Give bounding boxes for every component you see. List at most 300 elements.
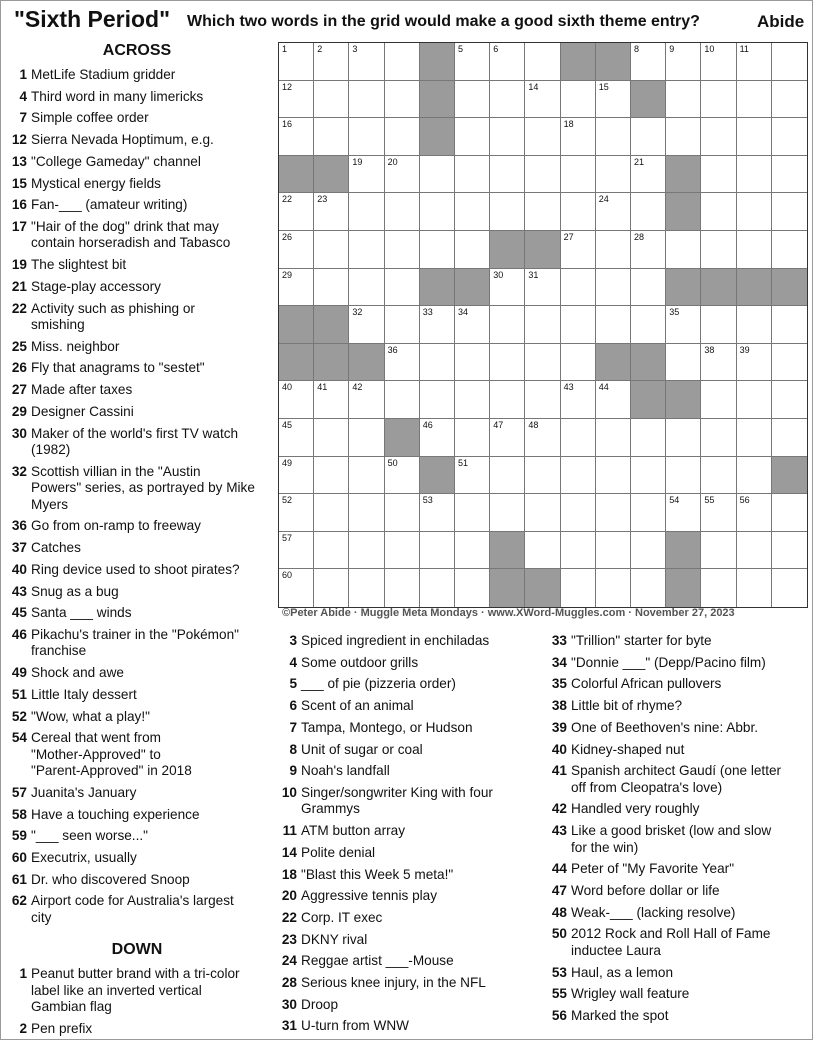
meta-prompt: Which two words in the grid would make a good sixth theme entry? — [187, 13, 700, 30]
grid-cell[interactable] — [772, 381, 807, 419]
grid-cell[interactable] — [631, 569, 666, 607]
grid-cell[interactable] — [737, 81, 772, 119]
cell-number: 1 — [282, 44, 288, 54]
credit-line: ©Peter Abide · Muggle Meta Mondays · www.XWord-Muggles.com · November 27, 2023 — [282, 607, 735, 619]
grid-cell[interactable] — [279, 193, 314, 231]
clue-text: Shock and awe — [31, 665, 124, 681]
across-clue[interactable] — [5, 110, 273, 127]
across-clue[interactable] — [5, 627, 273, 660]
down-clue[interactable] — [275, 676, 537, 693]
grid-cell[interactable] — [314, 43, 349, 81]
grid-cell[interactable] — [772, 156, 807, 194]
clue-text: Polite denial — [301, 844, 376, 860]
grid-cell[interactable] — [279, 381, 314, 419]
grid-cell[interactable] — [701, 381, 736, 419]
grid-cell[interactable] — [701, 569, 736, 607]
clue-text: Unit of sugar or coal — [301, 741, 423, 757]
grid-cell[interactable] — [525, 156, 560, 194]
grid-cell[interactable] — [314, 419, 349, 457]
grid-cell[interactable] — [455, 118, 490, 156]
across-clue[interactable] — [5, 176, 273, 193]
across-clue[interactable] — [5, 382, 273, 399]
cell-number: 36 — [387, 344, 398, 355]
across-clue[interactable] — [5, 828, 273, 845]
grid-cell[interactable] — [490, 419, 525, 457]
grid-cell[interactable] — [455, 231, 490, 269]
clue-number: 14 — [281, 844, 297, 860]
down-clue[interactable] — [545, 926, 807, 959]
grid-cell[interactable] — [349, 156, 384, 194]
clue-number: 22 — [281, 909, 297, 925]
across-clue[interactable] — [5, 709, 273, 726]
grid-cell[interactable] — [385, 231, 420, 269]
down-clue[interactable] — [545, 698, 807, 715]
down-clue[interactable] — [545, 801, 807, 818]
grid-cell[interactable] — [420, 344, 455, 382]
across-clue[interactable] — [5, 257, 273, 274]
grid-cell[interactable] — [420, 193, 455, 231]
grid-cell[interactable] — [420, 231, 455, 269]
grid-cell[interactable] — [772, 494, 807, 532]
grid-cell[interactable] — [666, 306, 701, 344]
grid-cell[interactable] — [279, 569, 314, 607]
across-clue[interactable] — [5, 404, 273, 421]
across-clue[interactable] — [5, 665, 273, 682]
across-clue[interactable] — [5, 540, 273, 557]
across-clue[interactable] — [5, 426, 273, 459]
grid-block — [772, 269, 807, 307]
clue-number: 50 — [551, 926, 567, 942]
grid-cell[interactable] — [314, 81, 349, 119]
grid-cell[interactable] — [455, 344, 490, 382]
grid-cell[interactable] — [701, 494, 736, 532]
cell-number: 18 — [563, 119, 574, 130]
down-clue[interactable] — [5, 966, 273, 1016]
clue-text: 2012 Rock and Roll Hall of Fame inductee Laura — [571, 926, 771, 958]
grid-block — [420, 81, 455, 119]
grid-cell[interactable] — [737, 532, 772, 570]
grid-cell[interactable] — [349, 231, 384, 269]
grid-cell[interactable] — [561, 419, 596, 457]
grid-cell[interactable] — [490, 118, 525, 156]
down-clue[interactable] — [275, 698, 537, 715]
down-clue[interactable] — [275, 910, 537, 927]
clue-text: ATM button array — [301, 823, 406, 839]
grid-cell[interactable] — [596, 156, 631, 194]
grid-cell[interactable] — [314, 269, 349, 307]
down-clue[interactable] — [545, 763, 807, 796]
across-clue[interactable] — [5, 464, 273, 514]
grid-cell[interactable] — [525, 344, 560, 382]
grid-cell[interactable] — [455, 381, 490, 419]
grid-cell[interactable] — [772, 419, 807, 457]
across-clue[interactable] — [5, 154, 273, 171]
grid-cell[interactable] — [737, 118, 772, 156]
grid-cell[interactable] — [385, 43, 420, 81]
grid-cell[interactable] — [561, 156, 596, 194]
grid-cell[interactable] — [701, 193, 736, 231]
grid-cell[interactable] — [349, 269, 384, 307]
clue-number: 35 — [551, 676, 567, 692]
grid-cell[interactable] — [349, 457, 384, 495]
grid-cell[interactable] — [349, 118, 384, 156]
cell-number: 52 — [282, 495, 293, 506]
grid-cell[interactable] — [349, 306, 384, 344]
grid-cell[interactable] — [666, 419, 701, 457]
clue-text: "College Gameday" channel — [31, 153, 201, 169]
across-clue[interactable] — [5, 518, 273, 535]
grid-cell[interactable] — [525, 81, 560, 119]
grid-cell[interactable] — [666, 118, 701, 156]
down-clue[interactable] — [545, 883, 807, 900]
grid-cell[interactable] — [596, 419, 631, 457]
grid-cell[interactable] — [279, 457, 314, 495]
clue-text: Dr. who discovered Snoop — [31, 871, 190, 887]
grid-cell[interactable] — [596, 494, 631, 532]
grid-cell[interactable] — [455, 81, 490, 119]
grid-cell[interactable] — [737, 306, 772, 344]
grid-cell[interactable] — [737, 494, 772, 532]
grid-cell[interactable] — [701, 419, 736, 457]
grid-cell[interactable] — [561, 306, 596, 344]
grid-cell[interactable] — [737, 381, 772, 419]
grid-block — [666, 193, 701, 231]
grid-cell[interactable] — [596, 532, 631, 570]
down-clue[interactable] — [545, 633, 807, 650]
cell-number: 49 — [282, 457, 293, 468]
across-clue[interactable] — [5, 850, 273, 867]
down-clue[interactable] — [545, 1008, 807, 1025]
down-clue[interactable] — [545, 861, 807, 878]
grid-cell[interactable] — [385, 381, 420, 419]
grid-cell[interactable] — [631, 532, 666, 570]
grid-cell[interactable] — [561, 231, 596, 269]
grid-cell[interactable] — [631, 118, 666, 156]
grid-cell[interactable] — [385, 457, 420, 495]
grid-cell[interactable] — [420, 532, 455, 570]
grid-cell[interactable] — [420, 381, 455, 419]
across-clue[interactable] — [5, 872, 273, 889]
across-clue[interactable] — [5, 605, 273, 622]
grid-cell[interactable] — [490, 344, 525, 382]
grid-cell[interactable] — [596, 306, 631, 344]
down-clue[interactable] — [275, 888, 537, 905]
grid-cell[interactable] — [314, 532, 349, 570]
grid-cell[interactable] — [701, 81, 736, 119]
grid-cell[interactable] — [561, 457, 596, 495]
grid-cell[interactable] — [666, 494, 701, 532]
clue-text: Airport code for Australia's largest city — [31, 893, 234, 925]
down-clue[interactable] — [545, 676, 807, 693]
clue-text: Tampa, Montego, or Hudson — [301, 719, 473, 735]
grid-cell[interactable] — [772, 306, 807, 344]
grid-cell[interactable] — [701, 156, 736, 194]
across-clue[interactable] — [5, 562, 273, 579]
grid-cell[interactable] — [525, 381, 560, 419]
grid-cell[interactable] — [701, 532, 736, 570]
grid-cell[interactable] — [666, 43, 701, 81]
down-clue[interactable] — [545, 905, 807, 922]
grid-cell[interactable] — [631, 457, 666, 495]
grid-cell[interactable] — [596, 381, 631, 419]
clue-number: 30 — [281, 996, 297, 1012]
grid-cell[interactable] — [701, 306, 736, 344]
grid-cell[interactable] — [349, 494, 384, 532]
grid-cell[interactable] — [737, 419, 772, 457]
down-clue[interactable] — [275, 932, 537, 949]
clue-text: Designer Cassini — [31, 403, 134, 419]
down-clue[interactable] — [545, 655, 807, 672]
grid-cell[interactable] — [525, 532, 560, 570]
grid-cell[interactable] — [525, 43, 560, 81]
grid-cell[interactable] — [631, 494, 666, 532]
clue-number: 30 — [11, 425, 27, 441]
crossword-grid[interactable] — [278, 42, 808, 608]
clue-number: 37 — [11, 540, 27, 556]
grid-cell[interactable] — [772, 569, 807, 607]
grid-cell[interactable] — [455, 43, 490, 81]
grid-cell[interactable] — [561, 118, 596, 156]
down-clue[interactable] — [275, 867, 537, 884]
grid-cell[interactable] — [701, 231, 736, 269]
grid-cell[interactable] — [561, 532, 596, 570]
down-clue[interactable] — [275, 633, 537, 650]
grid-cell[interactable] — [666, 231, 701, 269]
down-clue[interactable] — [275, 845, 537, 862]
grid-cell[interactable] — [772, 118, 807, 156]
grid-cell[interactable] — [737, 569, 772, 607]
across-clue[interactable] — [5, 132, 273, 149]
grid-cell[interactable] — [772, 193, 807, 231]
grid-cell[interactable] — [279, 81, 314, 119]
grid-cell[interactable] — [385, 269, 420, 307]
grid-cell[interactable] — [737, 43, 772, 81]
grid-cell[interactable] — [701, 344, 736, 382]
grid-cell[interactable] — [349, 193, 384, 231]
grid-cell[interactable] — [772, 532, 807, 570]
clue-number: 16 — [11, 197, 27, 213]
grid-cell[interactable] — [666, 81, 701, 119]
clue-number: 8 — [289, 741, 297, 757]
grid-cell[interactable] — [490, 193, 525, 231]
down-clue[interactable] — [545, 720, 807, 737]
grid-cell[interactable] — [455, 419, 490, 457]
grid-cell[interactable] — [314, 457, 349, 495]
grid-cell[interactable] — [561, 193, 596, 231]
grid-cell[interactable] — [490, 269, 525, 307]
grid-cell[interactable] — [666, 457, 701, 495]
grid-cell[interactable] — [279, 231, 314, 269]
grid-cell[interactable] — [772, 81, 807, 119]
grid-cell[interactable] — [772, 344, 807, 382]
grid-cell[interactable] — [631, 306, 666, 344]
grid-cell[interactable] — [314, 193, 349, 231]
across-clue[interactable] — [5, 197, 273, 214]
grid-cell[interactable] — [701, 43, 736, 81]
grid-cell[interactable] — [279, 269, 314, 307]
grid-cell[interactable] — [279, 532, 314, 570]
grid-cell[interactable] — [772, 43, 807, 81]
grid-cell[interactable] — [701, 457, 736, 495]
down-clue[interactable] — [275, 997, 537, 1014]
grid-cell[interactable] — [490, 81, 525, 119]
grid-cell[interactable] — [737, 344, 772, 382]
grid-cell[interactable] — [525, 118, 560, 156]
grid-cell[interactable] — [455, 156, 490, 194]
clue-text: Spiced ingredient in enchiladas — [301, 633, 490, 648]
grid-cell[interactable] — [420, 306, 455, 344]
across-clue[interactable] — [5, 687, 273, 704]
clue-text: Scent of an animal — [301, 698, 414, 714]
grid-cell[interactable] — [385, 193, 420, 231]
grid-cell[interactable] — [561, 569, 596, 607]
grid-cell[interactable] — [490, 494, 525, 532]
grid-cell[interactable] — [525, 419, 560, 457]
down-clue[interactable] — [275, 655, 537, 672]
down-clue[interactable] — [275, 1018, 537, 1035]
grid-cell[interactable] — [385, 306, 420, 344]
grid-cell[interactable] — [490, 306, 525, 344]
grid-cell[interactable] — [596, 81, 631, 119]
grid-cell[interactable] — [525, 457, 560, 495]
grid-cell[interactable] — [631, 193, 666, 231]
clue-number: 41 — [551, 763, 567, 779]
across-clue[interactable] — [5, 584, 273, 601]
grid-cell[interactable] — [420, 156, 455, 194]
grid-cell[interactable] — [561, 81, 596, 119]
down-clue[interactable] — [275, 785, 537, 818]
grid-cell[interactable] — [490, 156, 525, 194]
grid-cell[interactable] — [420, 419, 455, 457]
grid-cell[interactable] — [314, 118, 349, 156]
grid-cell[interactable] — [737, 231, 772, 269]
grid-cell[interactable] — [279, 494, 314, 532]
grid-cell[interactable] — [737, 193, 772, 231]
grid-cell[interactable] — [596, 231, 631, 269]
grid-cell[interactable] — [596, 569, 631, 607]
down-clue[interactable] — [5, 1021, 273, 1038]
grid-cell[interactable] — [737, 156, 772, 194]
grid-cell[interactable] — [349, 419, 384, 457]
grid-cell[interactable] — [420, 494, 455, 532]
grid-cell[interactable] — [279, 43, 314, 81]
grid-cell[interactable] — [561, 494, 596, 532]
across-clue[interactable] — [5, 893, 273, 926]
clue-text: Have a touching experience — [31, 806, 200, 822]
down-clue[interactable] — [275, 823, 537, 840]
grid-cell[interactable] — [490, 381, 525, 419]
across-clue[interactable] — [5, 219, 273, 252]
across-clue[interactable] — [5, 67, 273, 84]
down-clue[interactable] — [545, 742, 807, 759]
grid-cell[interactable] — [490, 43, 525, 81]
grid-cell[interactable] — [385, 156, 420, 194]
grid-cell[interactable] — [525, 269, 560, 307]
grid-cell[interactable] — [525, 494, 560, 532]
across-clue[interactable] — [5, 730, 273, 780]
grid-cell[interactable] — [596, 193, 631, 231]
grid-cell[interactable] — [631, 156, 666, 194]
down-clue[interactable] — [545, 823, 807, 856]
down-clue[interactable] — [275, 975, 537, 992]
grid-cell[interactable] — [631, 419, 666, 457]
clue-number: 44 — [551, 861, 567, 877]
down-clue[interactable] — [275, 720, 537, 737]
grid-cell[interactable] — [561, 344, 596, 382]
clue-number: 10 — [281, 784, 297, 800]
grid-cell[interactable] — [525, 193, 560, 231]
down-clue[interactable] — [275, 953, 537, 970]
grid-cell[interactable] — [701, 118, 736, 156]
across-clue[interactable] — [5, 89, 273, 106]
grid-cell[interactable] — [349, 43, 384, 81]
grid-cell[interactable] — [349, 381, 384, 419]
grid-cell[interactable] — [455, 193, 490, 231]
grid-cell[interactable] — [737, 457, 772, 495]
grid-cell[interactable] — [455, 494, 490, 532]
grid-cell[interactable] — [596, 457, 631, 495]
clue-text: "Blast this Week 5 meta!" — [301, 866, 454, 882]
across-clue[interactable] — [5, 785, 273, 802]
clue-text: Colorful African pullovers — [571, 676, 722, 692]
grid-cell[interactable] — [455, 306, 490, 344]
grid-cell[interactable] — [314, 494, 349, 532]
grid-cell[interactable] — [385, 569, 420, 607]
grid-cell[interactable] — [666, 344, 701, 382]
down-clue[interactable] — [545, 986, 807, 1003]
grid-cell[interactable] — [385, 118, 420, 156]
grid-cell[interactable] — [314, 231, 349, 269]
grid-cell[interactable] — [349, 81, 384, 119]
grid-block — [455, 269, 490, 307]
grid-cell[interactable] — [420, 569, 455, 607]
grid-cell[interactable] — [455, 569, 490, 607]
cell-number: 51 — [458, 457, 469, 468]
grid-cell[interactable] — [279, 118, 314, 156]
down-clue[interactable] — [275, 763, 537, 780]
grid-cell[interactable] — [455, 532, 490, 570]
grid-cell[interactable] — [385, 81, 420, 119]
across-clue[interactable] — [5, 360, 273, 377]
grid-cell[interactable] — [314, 381, 349, 419]
grid-cell[interactable] — [631, 43, 666, 81]
grid-cell[interactable] — [596, 118, 631, 156]
grid-cell[interactable] — [455, 457, 490, 495]
grid-cell[interactable] — [631, 231, 666, 269]
grid-cell[interactable] — [596, 269, 631, 307]
grid-cell[interactable] — [490, 457, 525, 495]
grid-cell[interactable] — [279, 419, 314, 457]
grid-cell[interactable] — [385, 344, 420, 382]
grid-cell[interactable] — [385, 532, 420, 570]
across-clue[interactable] — [5, 301, 273, 334]
across-clue[interactable] — [5, 339, 273, 356]
grid-cell[interactable] — [772, 231, 807, 269]
grid-cell[interactable] — [349, 569, 384, 607]
grid-cell[interactable] — [525, 306, 560, 344]
grid-cell[interactable] — [631, 269, 666, 307]
down-clue[interactable] — [545, 965, 807, 982]
down-clue[interactable] — [275, 742, 537, 759]
across-clue[interactable] — [5, 279, 273, 296]
grid-cell[interactable] — [385, 494, 420, 532]
grid-cell[interactable] — [314, 569, 349, 607]
grid-cell[interactable] — [349, 532, 384, 570]
grid-cell[interactable] — [561, 269, 596, 307]
across-clue[interactable] — [5, 807, 273, 824]
clue-text: Cereal that went from "Mother-Approved" to "Parent-Approved" in 2018 — [31, 730, 192, 779]
grid-cell[interactable] — [561, 381, 596, 419]
